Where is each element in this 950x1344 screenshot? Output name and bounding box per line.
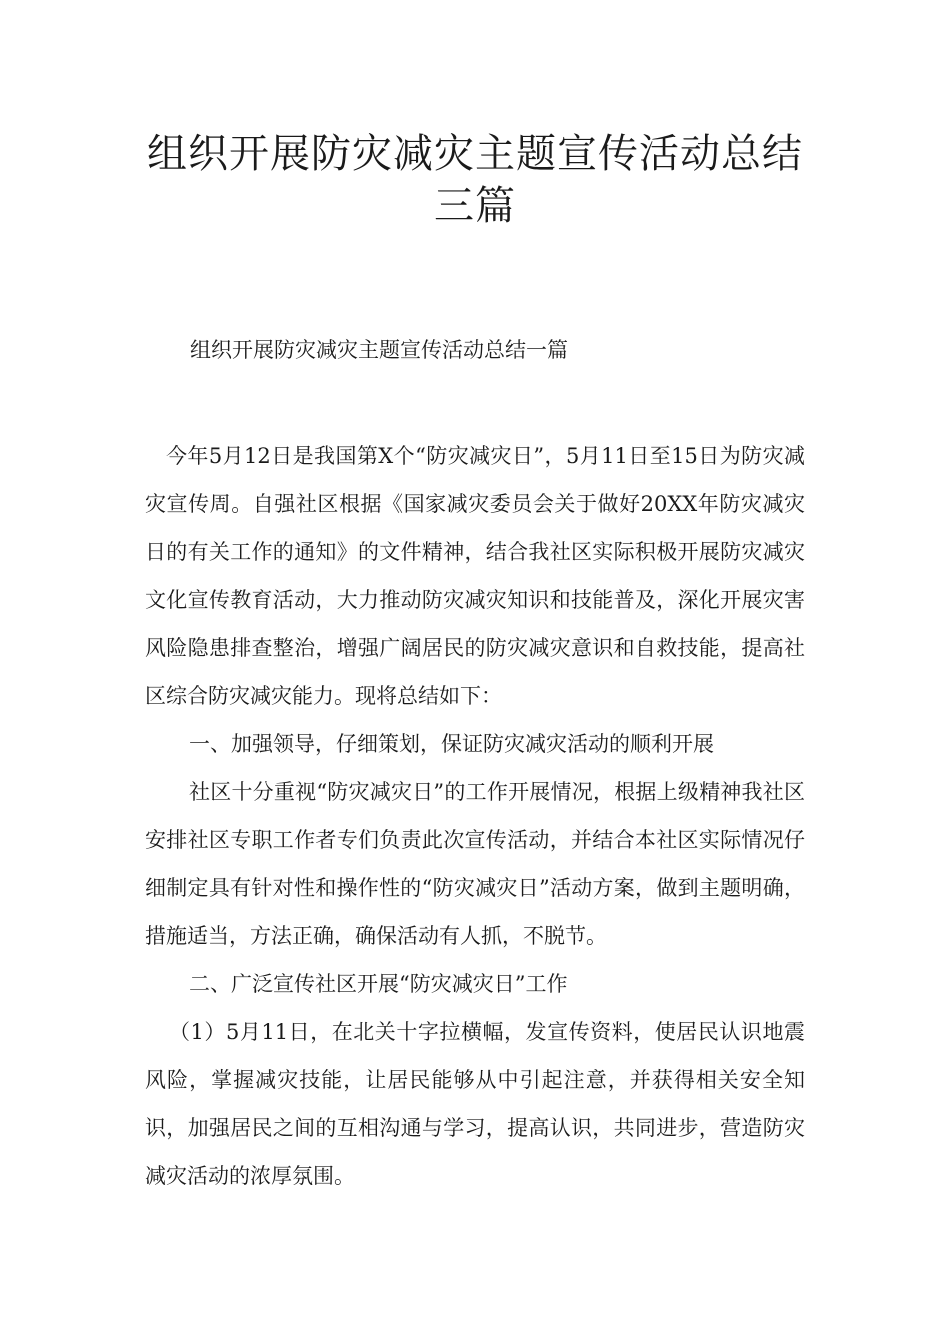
document-body [145, 432, 805, 1200]
intro-paragraph: 今年5月12日是我国第X个“防灾减灾日”，5月11日至15日为防灾减灾宣传周。自强社区根据《国家减灾委员会关于做好20XX年防灾减灾日的有关工作的通知》的文件精神，结合我社区实际积极开展防灾减灾文化宣传教育活动，大力推动防灾减灾知识和技能普及，深化开展灾害风险隐患排查整治，增强广阔居民的防灾减灾意识和自救技能，提高社区综合防灾减灾能力。现将总结如下： [145, 444, 805, 708]
section-heading-2: 二、广泛宣传社区开展“防灾减灾日”工作 [189, 972, 568, 996]
document-title: 组织开展防灾减灾主题宣传活动总结三篇 [147, 131, 803, 229]
section-subtitle: 组织开展防灾减灾主题宣传活动总结一篇 [190, 338, 568, 362]
section-paragraph-1: 社区十分重视“防灾减灾日”的工作开展情况，根据上级精神我社区安排社区专职工作者专们负责此次宣传活动，并结合本社区实际情况仔细制定具有针对性和操作性的“防灾减灾日”活动方案，做到主题明确，措施适当，方法正确，确保活动有人抓，不脱节。 [145, 780, 805, 948]
section-heading-1: 一、加强领导，仔细策划，保证防灾减灾活动的顺利开展 [189, 732, 714, 756]
section-item-1: （1）5月11日，在北关十字拉横幅，发宣传资料，使居民认识地震风险，掌握减灾技能，让居民能够从中引起注意，并获得相关安全知识，加强居民之间的互相沟通与学习，提高认识，共同进步，营造防灾减灾活动的浓厚氛围。 [145, 1020, 805, 1188]
